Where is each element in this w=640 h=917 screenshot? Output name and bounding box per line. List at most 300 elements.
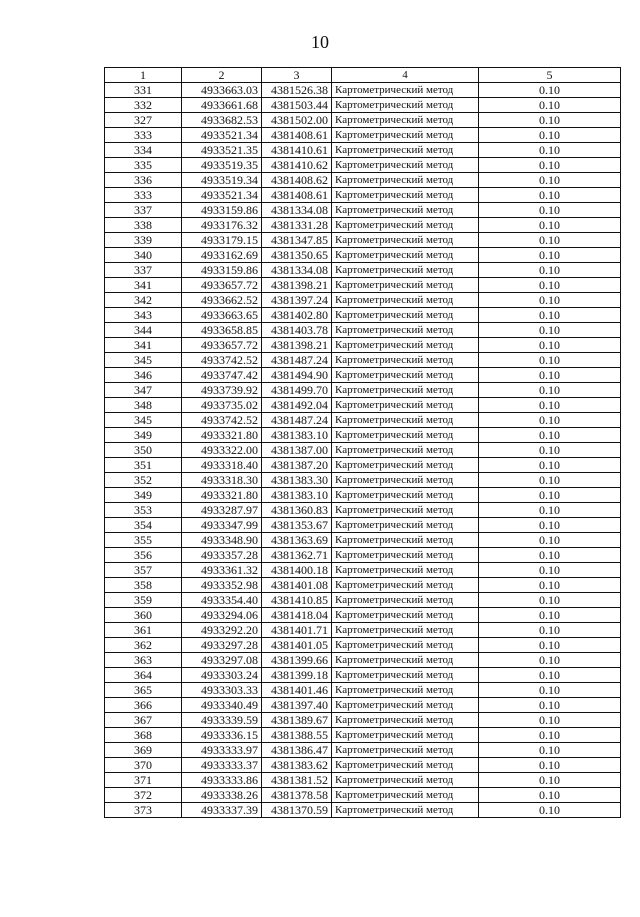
method-cell: Картометрический метод (332, 323, 479, 338)
header-col-3: 3 (262, 68, 332, 83)
point-number-cell: 347 (105, 383, 182, 398)
point-number-cell: 358 (105, 578, 182, 593)
table-row (105, 218, 621, 233)
y-coordinate-cell: 4381400.18 (262, 563, 332, 578)
y-coordinate-cell: 4381387.20 (262, 458, 332, 473)
y-coordinate-cell: 4381398.21 (262, 338, 332, 353)
method-cell: Картометрический метод (332, 143, 479, 158)
x-coordinate-cell: 4933179.15 (182, 233, 262, 248)
accuracy-cell: 0.10 (479, 653, 621, 668)
table-row (105, 203, 621, 218)
accuracy-cell: 0.10 (479, 338, 621, 353)
table-row (105, 368, 621, 383)
point-number-cell: 341 (105, 278, 182, 293)
accuracy-cell: 0.10 (479, 323, 621, 338)
table-row (105, 743, 621, 758)
accuracy-cell: 0.10 (479, 128, 621, 143)
y-coordinate-cell: 4381360.83 (262, 503, 332, 518)
method-cell: Картометрический метод (332, 158, 479, 173)
accuracy-cell: 0.10 (479, 668, 621, 683)
point-number-cell: 365 (105, 683, 182, 698)
y-coordinate-cell: 4381403.78 (262, 323, 332, 338)
table-row (105, 113, 621, 128)
table-row (105, 683, 621, 698)
x-coordinate-cell: 4933321.80 (182, 428, 262, 443)
table-row (105, 233, 621, 248)
x-coordinate-cell: 4933682.53 (182, 113, 262, 128)
y-coordinate-cell: 4381399.18 (262, 668, 332, 683)
x-coordinate-cell: 4933321.80 (182, 488, 262, 503)
x-coordinate-cell: 4933322.00 (182, 443, 262, 458)
accuracy-cell: 0.10 (479, 83, 621, 98)
y-coordinate-cell: 4381347.85 (262, 233, 332, 248)
method-cell: Картометрический метод (332, 743, 479, 758)
accuracy-cell: 0.10 (479, 503, 621, 518)
y-coordinate-cell: 4381334.08 (262, 203, 332, 218)
accuracy-cell: 0.10 (479, 728, 621, 743)
method-cell: Картометрический метод (332, 638, 479, 653)
accuracy-cell: 0.10 (479, 278, 621, 293)
table-row (105, 248, 621, 263)
accuracy-cell: 0.10 (479, 248, 621, 263)
point-number-cell: 338 (105, 218, 182, 233)
x-coordinate-cell: 4933318.40 (182, 458, 262, 473)
method-cell: Картометрический метод (332, 758, 479, 773)
table-row (105, 653, 621, 668)
accuracy-cell: 0.10 (479, 698, 621, 713)
x-coordinate-cell: 4933747.42 (182, 368, 262, 383)
table-row (105, 98, 621, 113)
table-row (105, 158, 621, 173)
y-coordinate-cell: 4381362.71 (262, 548, 332, 563)
method-cell: Картометрический метод (332, 428, 479, 443)
x-coordinate-cell: 4933333.97 (182, 743, 262, 758)
method-cell: Картометрический метод (332, 98, 479, 113)
method-cell: Картометрический метод (332, 503, 479, 518)
x-coordinate-cell: 4933519.35 (182, 158, 262, 173)
table-row (105, 638, 621, 653)
accuracy-cell: 0.10 (479, 98, 621, 113)
x-coordinate-cell: 4933361.32 (182, 563, 262, 578)
method-cell: Картометрический метод (332, 188, 479, 203)
accuracy-cell: 0.10 (479, 143, 621, 158)
header-col-2: 2 (182, 68, 262, 83)
point-number-cell: 363 (105, 653, 182, 668)
point-number-cell: 372 (105, 788, 182, 803)
accuracy-cell: 0.10 (479, 743, 621, 758)
x-coordinate-cell: 4933297.08 (182, 653, 262, 668)
method-cell: Картометрический метод (332, 728, 479, 743)
page-number: 10 (311, 32, 329, 52)
method-cell: Картометрический метод (332, 233, 479, 248)
method-cell: Картометрический метод (332, 83, 479, 98)
y-coordinate-cell: 4381502.00 (262, 113, 332, 128)
point-number-cell: 354 (105, 518, 182, 533)
table-row (105, 353, 621, 368)
method-cell: Картометрический метод (332, 173, 479, 188)
table-row (105, 398, 621, 413)
accuracy-cell: 0.10 (479, 548, 621, 563)
method-cell: Картометрический метод (332, 623, 479, 638)
x-coordinate-cell: 4933339.59 (182, 713, 262, 728)
point-number-cell: 350 (105, 443, 182, 458)
accuracy-cell: 0.10 (479, 488, 621, 503)
point-number-cell: 349 (105, 488, 182, 503)
method-cell: Картометрический метод (332, 338, 479, 353)
method-cell: Картометрический метод (332, 698, 479, 713)
x-coordinate-cell: 4933297.28 (182, 638, 262, 653)
point-number-cell: 349 (105, 428, 182, 443)
method-cell: Картометрический метод (332, 248, 479, 263)
table-row (105, 128, 621, 143)
y-coordinate-cell: 4381353.67 (262, 518, 332, 533)
y-coordinate-cell: 4381386.47 (262, 743, 332, 758)
x-coordinate-cell: 4933303.33 (182, 683, 262, 698)
table-row (105, 413, 621, 428)
y-coordinate-cell: 4381499.70 (262, 383, 332, 398)
x-coordinate-cell: 4933347.99 (182, 518, 262, 533)
accuracy-cell: 0.10 (479, 233, 621, 248)
accuracy-cell: 0.10 (479, 188, 621, 203)
y-coordinate-cell: 4381383.30 (262, 473, 332, 488)
point-number-cell: 368 (105, 728, 182, 743)
point-number-cell: 327 (105, 113, 182, 128)
table-row (105, 578, 621, 593)
y-coordinate-cell: 4381383.62 (262, 758, 332, 773)
accuracy-cell: 0.10 (479, 578, 621, 593)
y-coordinate-cell: 4381363.69 (262, 533, 332, 548)
point-number-cell: 351 (105, 458, 182, 473)
table-row (105, 278, 621, 293)
point-number-cell: 353 (105, 503, 182, 518)
method-cell: Картометрический метод (332, 278, 479, 293)
accuracy-cell: 0.10 (479, 683, 621, 698)
method-cell: Картометрический метод (332, 533, 479, 548)
method-cell: Картометрический метод (332, 488, 479, 503)
y-coordinate-cell: 4381487.24 (262, 353, 332, 368)
y-coordinate-cell: 4381401.05 (262, 638, 332, 653)
x-coordinate-cell: 4933318.30 (182, 473, 262, 488)
accuracy-cell: 0.10 (479, 773, 621, 788)
method-cell: Картометрический метод (332, 578, 479, 593)
y-coordinate-cell: 4381350.65 (262, 248, 332, 263)
y-coordinate-cell: 4381399.66 (262, 653, 332, 668)
accuracy-cell: 0.10 (479, 398, 621, 413)
y-coordinate-cell: 4381398.21 (262, 278, 332, 293)
y-coordinate-cell: 4381410.61 (262, 143, 332, 158)
table-row (105, 758, 621, 773)
accuracy-cell: 0.10 (479, 473, 621, 488)
point-number-cell: 366 (105, 698, 182, 713)
y-coordinate-cell: 4381378.58 (262, 788, 332, 803)
y-coordinate-cell: 4381401.08 (262, 578, 332, 593)
accuracy-cell: 0.10 (479, 563, 621, 578)
method-cell: Картометрический метод (332, 413, 479, 428)
table-row (105, 323, 621, 338)
method-cell: Картометрический метод (332, 683, 479, 698)
table-row (105, 803, 621, 818)
table-row (105, 143, 621, 158)
table-row (105, 458, 621, 473)
x-coordinate-cell: 4933521.34 (182, 128, 262, 143)
x-coordinate-cell: 4933663.65 (182, 308, 262, 323)
point-number-cell: 370 (105, 758, 182, 773)
x-coordinate-cell: 4933294.06 (182, 608, 262, 623)
method-cell: Картометрический метод (332, 128, 479, 143)
point-number-cell: 364 (105, 668, 182, 683)
table-row (105, 623, 621, 638)
y-coordinate-cell: 4381408.61 (262, 188, 332, 203)
y-coordinate-cell: 4381370.59 (262, 803, 332, 818)
header-row (105, 68, 621, 83)
method-cell: Картометрический метод (332, 293, 479, 308)
x-coordinate-cell: 4933159.86 (182, 263, 262, 278)
method-cell: Картометрический метод (332, 593, 479, 608)
x-coordinate-cell: 4933521.34 (182, 188, 262, 203)
accuracy-cell: 0.10 (479, 173, 621, 188)
accuracy-cell: 0.10 (479, 713, 621, 728)
point-number-cell: 345 (105, 413, 182, 428)
point-number-cell: 357 (105, 563, 182, 578)
accuracy-cell: 0.10 (479, 608, 621, 623)
method-cell: Картометрический метод (332, 473, 479, 488)
method-cell: Картометрический метод (332, 383, 479, 398)
point-number-cell: 369 (105, 743, 182, 758)
method-cell: Картометрический метод (332, 308, 479, 323)
table-row (105, 713, 621, 728)
accuracy-cell: 0.10 (479, 638, 621, 653)
point-number-cell: 337 (105, 263, 182, 278)
point-number-cell: 362 (105, 638, 182, 653)
accuracy-cell: 0.10 (479, 353, 621, 368)
table-row (105, 518, 621, 533)
point-number-cell: 360 (105, 608, 182, 623)
accuracy-cell: 0.10 (479, 293, 621, 308)
method-cell: Картометрический метод (332, 668, 479, 683)
y-coordinate-cell: 4381503.44 (262, 98, 332, 113)
accuracy-cell: 0.10 (479, 368, 621, 383)
table-row (105, 548, 621, 563)
x-coordinate-cell: 4933336.15 (182, 728, 262, 743)
y-coordinate-cell: 4381389.67 (262, 713, 332, 728)
accuracy-cell: 0.10 (479, 113, 621, 128)
method-cell: Картометрический метод (332, 203, 479, 218)
table-row (105, 188, 621, 203)
y-coordinate-cell: 4381402.80 (262, 308, 332, 323)
point-number-cell: 343 (105, 308, 182, 323)
table-row (105, 668, 621, 683)
table-row (105, 728, 621, 743)
x-coordinate-cell: 4933742.52 (182, 413, 262, 428)
x-coordinate-cell: 4933287.97 (182, 503, 262, 518)
x-coordinate-cell: 4933663.03 (182, 83, 262, 98)
point-number-cell: 346 (105, 368, 182, 383)
x-coordinate-cell: 4933521.35 (182, 143, 262, 158)
coordinates-table (104, 67, 621, 818)
table-row (105, 473, 621, 488)
x-coordinate-cell: 4933742.52 (182, 353, 262, 368)
accuracy-cell: 0.10 (479, 443, 621, 458)
point-number-cell: 337 (105, 203, 182, 218)
y-coordinate-cell: 4381388.55 (262, 728, 332, 743)
x-coordinate-cell: 4933662.52 (182, 293, 262, 308)
x-coordinate-cell: 4933337.39 (182, 803, 262, 818)
x-coordinate-cell: 4933159.86 (182, 203, 262, 218)
table-row (105, 593, 621, 608)
x-coordinate-cell: 4933658.85 (182, 323, 262, 338)
point-number-cell: 334 (105, 143, 182, 158)
y-coordinate-cell: 4381383.10 (262, 428, 332, 443)
point-number-cell: 355 (105, 533, 182, 548)
point-number-cell: 345 (105, 353, 182, 368)
table-row (105, 698, 621, 713)
accuracy-cell: 0.10 (479, 803, 621, 818)
accuracy-cell: 0.10 (479, 308, 621, 323)
point-number-cell: 332 (105, 98, 182, 113)
point-number-cell: 356 (105, 548, 182, 563)
table-row (105, 173, 621, 188)
x-coordinate-cell: 4933735.02 (182, 398, 262, 413)
y-coordinate-cell: 4381401.71 (262, 623, 332, 638)
table-row (105, 338, 621, 353)
accuracy-cell: 0.10 (479, 158, 621, 173)
point-number-cell: 339 (105, 233, 182, 248)
table-row (105, 563, 621, 578)
x-coordinate-cell: 4933333.86 (182, 773, 262, 788)
accuracy-cell: 0.10 (479, 218, 621, 233)
x-coordinate-cell: 4933354.40 (182, 593, 262, 608)
x-coordinate-cell: 4933162.69 (182, 248, 262, 263)
table-row (105, 503, 621, 518)
table-row (105, 293, 621, 308)
table-row (105, 488, 621, 503)
point-number-cell: 361 (105, 623, 182, 638)
table-body (105, 83, 621, 818)
y-coordinate-cell: 4381418.04 (262, 608, 332, 623)
x-coordinate-cell: 4933357.28 (182, 548, 262, 563)
method-cell: Картометрический метод (332, 398, 479, 413)
point-number-cell: 342 (105, 293, 182, 308)
y-coordinate-cell: 4381387.00 (262, 443, 332, 458)
x-coordinate-cell: 4933338.26 (182, 788, 262, 803)
method-cell: Картометрический метод (332, 653, 479, 668)
x-coordinate-cell: 4933352.98 (182, 578, 262, 593)
y-coordinate-cell: 4381383.10 (262, 488, 332, 503)
point-number-cell: 359 (105, 593, 182, 608)
point-number-cell: 336 (105, 173, 182, 188)
point-number-cell: 341 (105, 338, 182, 353)
point-number-cell: 348 (105, 398, 182, 413)
table-row (105, 83, 621, 98)
point-number-cell: 333 (105, 188, 182, 203)
method-cell: Картометрический метод (332, 218, 479, 233)
method-cell: Картометрический метод (332, 563, 479, 578)
table-header (105, 68, 621, 83)
x-coordinate-cell: 4933333.37 (182, 758, 262, 773)
y-coordinate-cell: 4381408.61 (262, 128, 332, 143)
table-row (105, 788, 621, 803)
accuracy-cell: 0.10 (479, 203, 621, 218)
header-col-5: 5 (479, 68, 621, 83)
point-number-cell: 367 (105, 713, 182, 728)
y-coordinate-cell: 4381408.62 (262, 173, 332, 188)
accuracy-cell: 0.10 (479, 263, 621, 278)
y-coordinate-cell: 4381381.52 (262, 773, 332, 788)
y-coordinate-cell: 4381334.08 (262, 263, 332, 278)
accuracy-cell: 0.10 (479, 428, 621, 443)
method-cell: Картометрический метод (332, 788, 479, 803)
x-coordinate-cell: 4933303.24 (182, 668, 262, 683)
table-row (105, 263, 621, 278)
x-coordinate-cell: 4933739.92 (182, 383, 262, 398)
point-number-cell: 371 (105, 773, 182, 788)
y-coordinate-cell: 4381492.04 (262, 398, 332, 413)
y-coordinate-cell: 4381494.90 (262, 368, 332, 383)
method-cell: Картометрический метод (332, 608, 479, 623)
method-cell: Картометрический метод (332, 263, 479, 278)
point-number-cell: 331 (105, 83, 182, 98)
y-coordinate-cell: 4381331.28 (262, 218, 332, 233)
table-row (105, 443, 621, 458)
method-cell: Картометрический метод (332, 443, 479, 458)
method-cell: Картометрический метод (332, 713, 479, 728)
x-coordinate-cell: 4933292.20 (182, 623, 262, 638)
method-cell: Картометрический метод (332, 548, 479, 563)
point-number-cell: 340 (105, 248, 182, 263)
table-row (105, 428, 621, 443)
method-cell: Картометрический метод (332, 518, 479, 533)
x-coordinate-cell: 4933519.34 (182, 173, 262, 188)
y-coordinate-cell: 4381410.62 (262, 158, 332, 173)
y-coordinate-cell: 4381487.24 (262, 413, 332, 428)
point-number-cell: 335 (105, 158, 182, 173)
x-coordinate-cell: 4933657.72 (182, 278, 262, 293)
table-row (105, 608, 621, 623)
accuracy-cell: 0.10 (479, 758, 621, 773)
method-cell: Картометрический метод (332, 458, 479, 473)
accuracy-cell: 0.10 (479, 533, 621, 548)
method-cell: Картометрический метод (332, 803, 479, 818)
accuracy-cell: 0.10 (479, 788, 621, 803)
method-cell: Картометрический метод (332, 368, 479, 383)
y-coordinate-cell: 4381526.38 (262, 83, 332, 98)
y-coordinate-cell: 4381401.46 (262, 683, 332, 698)
header-col-1: 1 (105, 68, 182, 83)
accuracy-cell: 0.10 (479, 593, 621, 608)
point-number-cell: 333 (105, 128, 182, 143)
y-coordinate-cell: 4381410.85 (262, 593, 332, 608)
accuracy-cell: 0.10 (479, 383, 621, 398)
point-number-cell: 352 (105, 473, 182, 488)
accuracy-cell: 0.10 (479, 458, 621, 473)
point-number-cell: 344 (105, 323, 182, 338)
x-coordinate-cell: 4933661.68 (182, 98, 262, 113)
x-coordinate-cell: 4933176.32 (182, 218, 262, 233)
accuracy-cell: 0.10 (479, 413, 621, 428)
method-cell: Картометрический метод (332, 353, 479, 368)
accuracy-cell: 0.10 (479, 518, 621, 533)
table-row (105, 383, 621, 398)
table-row (105, 533, 621, 548)
accuracy-cell: 0.10 (479, 623, 621, 638)
y-coordinate-cell: 4381397.24 (262, 293, 332, 308)
x-coordinate-cell: 4933348.90 (182, 533, 262, 548)
point-number-cell: 373 (105, 803, 182, 818)
method-cell: Картометрический метод (332, 773, 479, 788)
x-coordinate-cell: 4933340.49 (182, 698, 262, 713)
method-cell: Картометрический метод (332, 113, 479, 128)
header-col-4: 4 (332, 68, 479, 83)
